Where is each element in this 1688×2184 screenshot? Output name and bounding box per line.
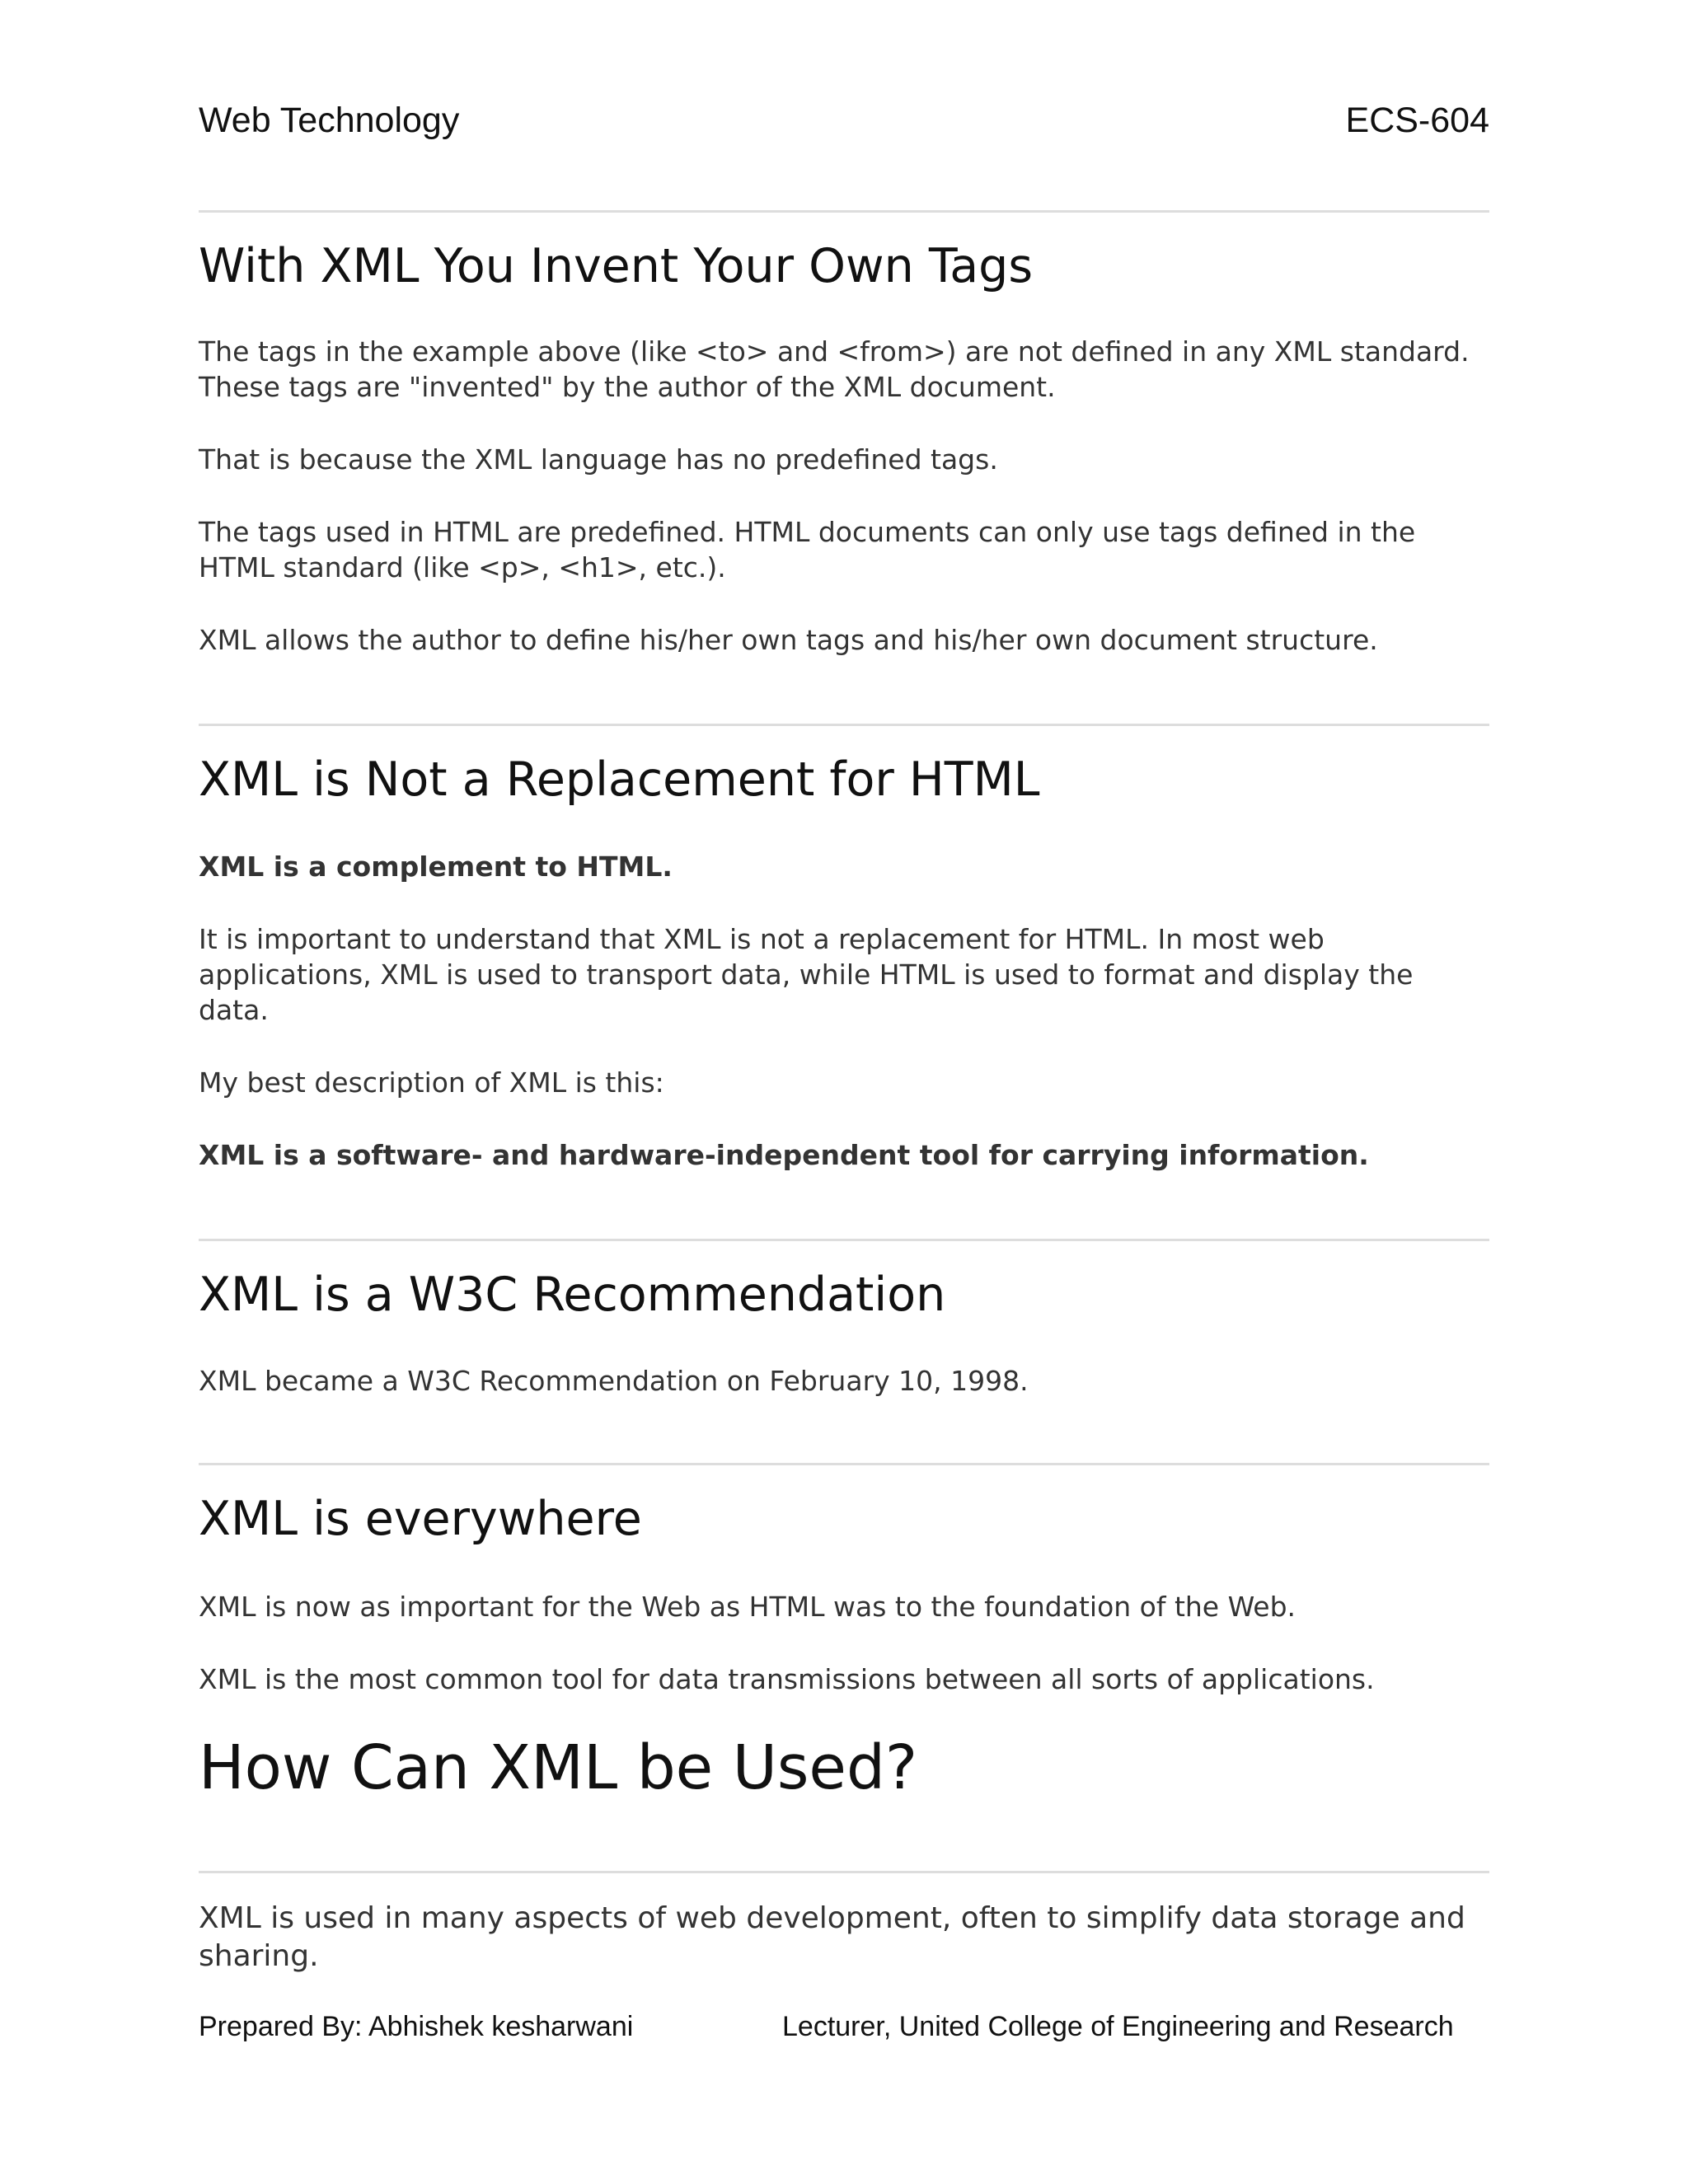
paragraph-replacement-1: It is important to understand that XML is not a replacement for HTML. In most web applications, XML is used to transport data, while HTML is used to format and display the data.: [199, 923, 1414, 1026]
footer-prepared-by: Prepared By: Abhishek kesharwani: [199, 2011, 634, 2042]
paragraph-invent-4: XML allows the author to define his/her own tags and his/her own document structure.: [199, 624, 1378, 656]
paragraph-replacement-2: My best description of XML is this:: [199, 1066, 664, 1099]
footer-affiliation: Lecturer, United College of Engineering and Research: [782, 2011, 1454, 2042]
paragraph-complement-bold: XML is a complement to HTML.: [199, 851, 673, 883]
paragraph-invent-3: The tags used in HTML are predefined. HTML documents can only use tags defined in the HTML standard (like <p>, <h1>, etc.).: [199, 516, 1416, 583]
divider: [199, 1463, 1489, 1465]
paragraph-carrying-bold: XML is a software- and hardware-independent tool for carrying information.: [199, 1139, 1369, 1171]
divider: [199, 1871, 1489, 1873]
heading-everywhere: XML is everywhere: [199, 1492, 642, 1546]
paragraph-w3c-1: XML became a W3C Recommendation on February 10, 1998.: [199, 1365, 1029, 1397]
divider: [199, 210, 1489, 213]
header-course-title: Web Technology: [199, 101, 460, 140]
header-course-code: ECS-604: [1345, 101, 1489, 140]
paragraph-invent-2: That is because the XML language has no predefined tags.: [199, 443, 998, 476]
paragraph-used-1: XML is used in many aspects of web development, often to simplify data storage and sharing.: [199, 1901, 1465, 1973]
heading-w3c: XML is a W3C Recommendation: [199, 1268, 946, 1322]
divider: [199, 724, 1489, 726]
heading-not-replacement: XML is Not a Replacement for HTML: [199, 752, 1040, 807]
running-header: [199, 101, 1489, 141]
heading-invent-tags: With XML You Invent Your Own Tags: [199, 239, 1034, 293]
divider: [199, 1239, 1489, 1241]
document-page: [199, 0, 1489, 2184]
heading-how-used: How Can XML be Used?: [199, 1732, 918, 1803]
running-footer: [199, 2011, 1489, 2043]
paragraph-everywhere-2: XML is the most common tool for data transmissions between all sorts of applications.: [199, 1663, 1375, 1695]
paragraph-invent-1: The tags in the example above (like <to> and <from>) are not defined in any XML standard. These tags are "invented" by the author of the XML document.: [199, 335, 1470, 403]
paragraph-everywhere-1: XML is now as important for the Web as HTML was to the foundation of the Web.: [199, 1591, 1296, 1623]
